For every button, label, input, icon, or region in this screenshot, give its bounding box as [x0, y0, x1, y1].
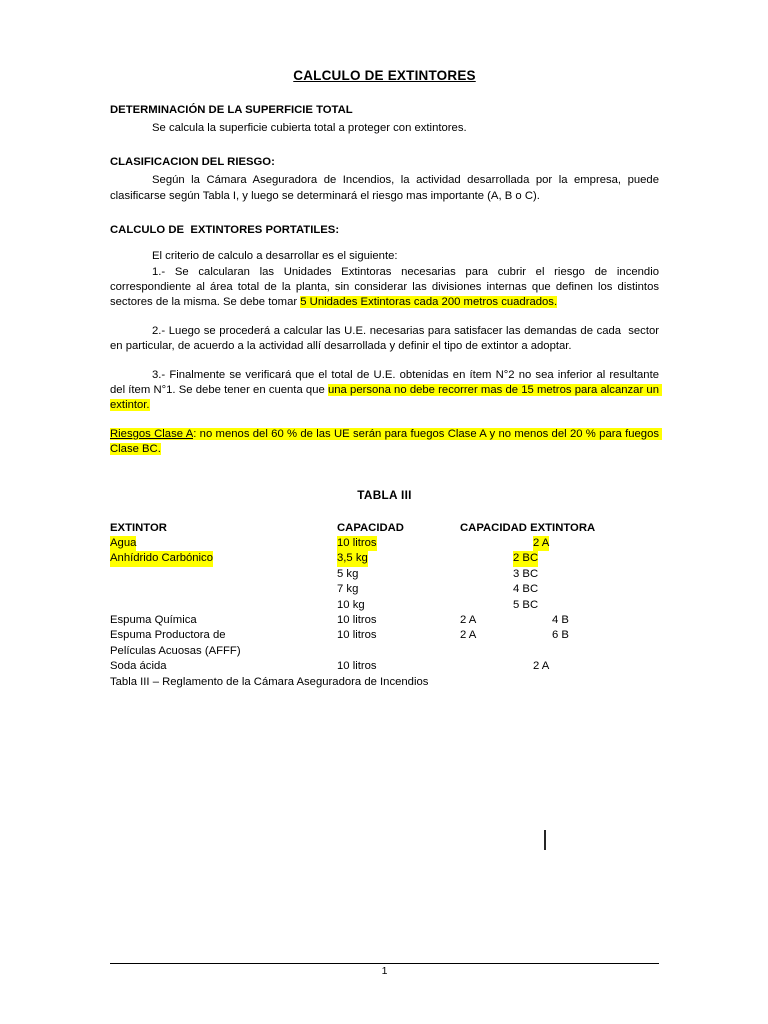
paragraph-riesgos-clase-a — [110, 414, 663, 458]
cell-capacidad: 10 kg — [337, 598, 365, 611]
table-row — [110, 567, 659, 582]
table-row — [110, 582, 659, 597]
cell-extintor: Espuma Química — [110, 614, 197, 627]
paragraph-item-1 — [110, 265, 663, 311]
cell-capacidad: 10 litros — [337, 629, 377, 642]
table-row — [110, 551, 659, 566]
cell-capacidad-extintora-2: 4 B — [552, 614, 569, 627]
cell-capacidad-extintora: 3 BC — [513, 567, 539, 580]
table-row — [110, 536, 659, 551]
cell-capacidad: 10 litros — [337, 536, 377, 551]
tabla-iii — [110, 521, 659, 690]
cell-capacidad: 10 litros — [337, 660, 377, 673]
table-header-capacidad-extintora: CAPACIDAD EXTINTORA — [460, 521, 596, 534]
item-1-text: 1.- Se calcularan las Unidades Extintoras necesarias para cubrir el riesgo de incendio correspondiente al área total de la planta, sin considerar las divisiones internas que definen los distintos sectores de la misma. Se debe tomar — [110, 265, 663, 309]
cell-extintor: Películas Acuosas (AFFF) — [110, 644, 241, 657]
cell-capacidad-extintora: 2 A — [533, 536, 549, 551]
table-row — [110, 628, 659, 643]
table-row — [110, 659, 659, 674]
cell-capacidad: 7 kg — [337, 583, 359, 596]
cell-capacidad-extintora: 2 A — [460, 614, 477, 627]
table-note: Tabla III – Reglamento de la Cámara Aseguradora de Incendios — [110, 675, 429, 688]
heading-clasificacion-riesgo: CLASIFICACION DEL RIESGO: — [110, 156, 275, 169]
heading-calculo-extintores-portatiles: CALCULO DE EXTINTORES PORTATILES: — [110, 224, 340, 237]
page-title: CALCULO DE EXTINTORES — [293, 68, 476, 83]
cell-capacidad-extintora: 2 BC — [513, 551, 538, 566]
item-1-highlight: 5 Unidades Extintoras cada 200 metros cuadrados. — [300, 296, 558, 309]
cell-capacidad: 5 kg — [337, 567, 359, 580]
table-title: TABLA III — [357, 487, 412, 502]
paragraph-superficie: Se calcula la superficie cubierta total a proteger con extintores. — [152, 122, 467, 134]
riesgos-clase-a-text: : no menos del 60 % de las UE serán para fuegos Clase A y no menos del 20 % para fuegos Clase BC. — [110, 427, 663, 456]
riesgos-clase-a-label: Riesgos Clase A — [110, 427, 194, 440]
cell-extintor: Anhídrido Carbónico — [110, 551, 213, 566]
paragraph-clasificacion: Según la Cámara Aseguradora de Incendios, la actividad desarrollada por la empresa, puede clasificarse según Tabla I, y luego se determinará el riesgo mas importante (A, B o C). — [110, 174, 663, 202]
cell-extintor: Agua — [110, 536, 136, 551]
paragraph-item-3 — [110, 355, 663, 414]
cell-capacidad-extintora: 5 BC — [513, 598, 539, 611]
cell-capacidad: 10 litros — [337, 614, 377, 627]
paragraph-criterio-intro: El criterio de calculo a desarrollar es el siguiente: — [152, 250, 398, 263]
cell-extintor: Soda ácida — [110, 660, 167, 673]
table-header-extintor: EXTINTOR — [110, 521, 167, 534]
cell-capacidad: 3,5 kg — [337, 551, 368, 566]
text-caret — [544, 830, 546, 850]
cell-capacidad-extintora-2: 6 B — [552, 629, 569, 642]
table-header-capacidad: CAPACIDAD — [337, 521, 404, 534]
heading-determinacion-superficie: DETERMINACIÓN DE LA SUPERFICIE TOTAL — [110, 104, 353, 116]
table-row — [110, 613, 659, 628]
item-3-text: 3.- Finalmente se verificará que el total de U.E. obtenidas en ítem N°2 no sea inferior al resultante del ítem N°1. Se debe tener en cuenta que — [110, 368, 663, 397]
document-content — [110, 0, 666, 690]
item-3-highlight: una persona no debe recorrer mas de 15 metros para alcanzar un extintor. — [110, 384, 663, 412]
cell-capacidad-extintora: 4 BC — [513, 583, 539, 596]
table-header-row — [110, 521, 659, 536]
item-2-text: 2.- Luego se procederá a calcular las U.E. necesarias para satisfacer las demandas de cada sector en particular, de acuerdo a la actividad allí desarrollada y definir el tipo de extintor a adoptar. — [110, 324, 666, 353]
cell-extintor: Espuma Productora de — [110, 629, 226, 642]
table-row — [110, 598, 659, 613]
cell-capacidad-extintora: 2 A — [533, 660, 550, 673]
cell-capacidad-extintora: 2 A — [460, 629, 477, 642]
footer-page-number: 1 — [381, 965, 388, 977]
paragraph-item-2 — [110, 311, 666, 355]
table-row — [110, 644, 659, 659]
